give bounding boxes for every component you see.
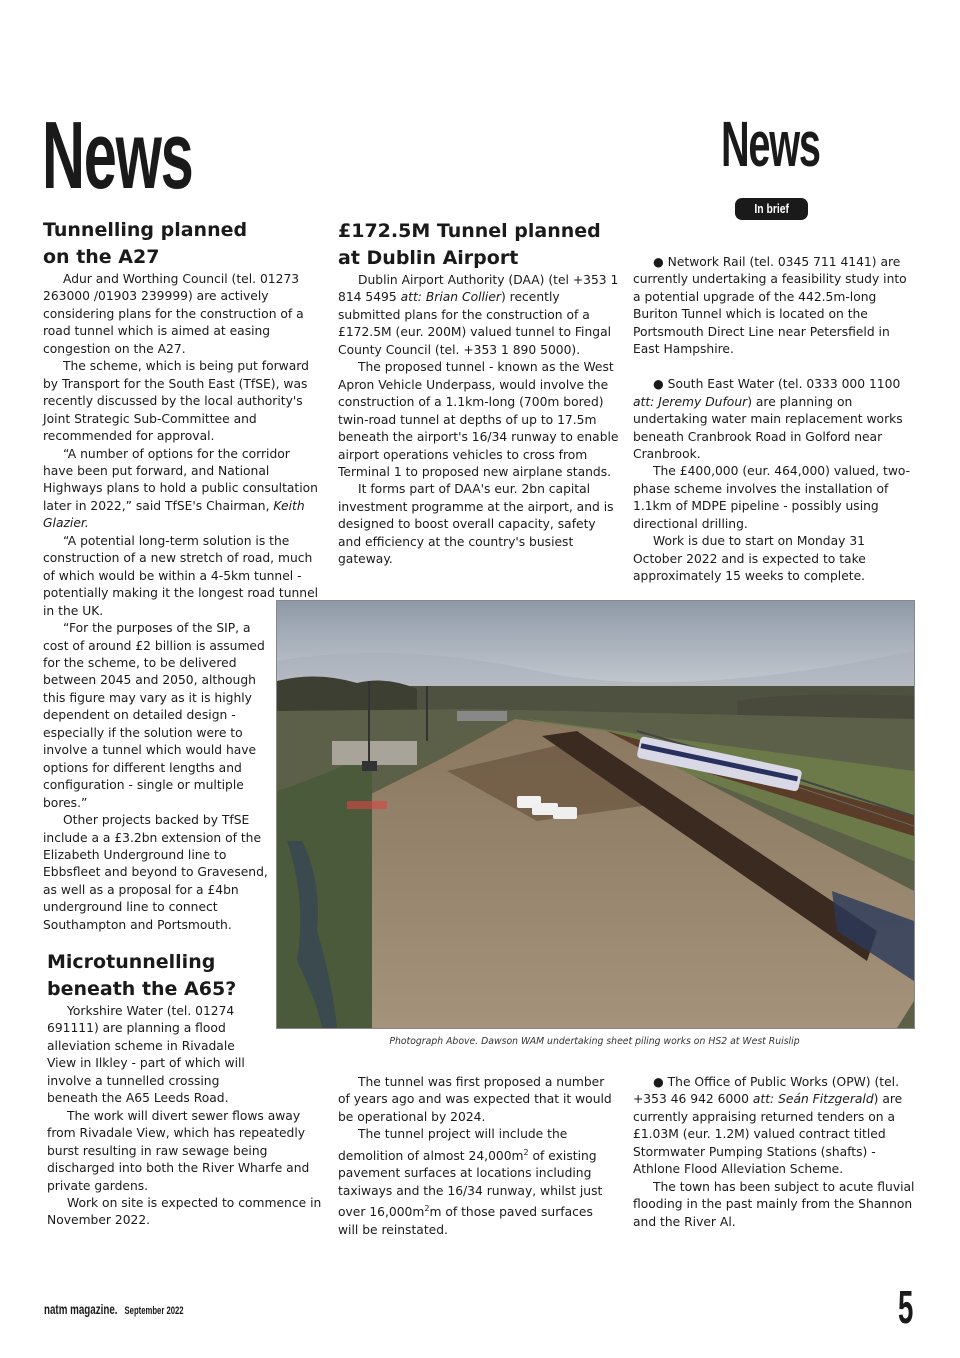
paragraph: It forms part of DAA's eur. 2bn capital investment programme at the airport, and is designed to boost overall capacity, safety and efficiency at the country's busiest gateway. (338, 482, 614, 567)
news-in-brief-top (633, 254, 915, 586)
in-brief-label: In brief (754, 201, 789, 216)
paragraph: The town has been subject to acute fluvial flooding in the past mainly from the Shannon and the River Al. (633, 1179, 915, 1229)
text: ) are currently appraising returned tenders on a £1.03M (eur. 1.2M) valued contract titled Stormwater Pumping Stations (shafts) - Athlone Flood Alleviation Scheme. (633, 1092, 903, 1177)
masthead-news: News (42, 102, 193, 209)
text: m of those paved surfaces will be reinstated. (338, 1205, 593, 1237)
superscript: 2 (424, 1204, 430, 1214)
article-dublin-continued (338, 1074, 616, 1239)
paragraph (43, 446, 323, 533)
paragraph: The proposed tunnel - known as the West Apron Vehicle Underpass, would involve the construction of a 1.1km-long (700m bored) twin-road tunnel at depths of up to 17.5m beneath the airport's 16/34 runway to enable airport operations vehicles to cross from Terminal 1 to proposed new airplane stands. (338, 360, 619, 479)
text: Dublin Airport Authority (DAA) (tel +353 1 814 5495 (338, 273, 619, 305)
news-in-brief-bottom (633, 1074, 915, 1231)
issue-date: September 2022 (124, 1305, 184, 1317)
article-a27-body-narrow (43, 620, 271, 934)
construction-site-photo (276, 600, 915, 1029)
article-dublin-body (338, 272, 620, 569)
headline-line-2: at Dublin Airport (338, 247, 519, 269)
headline-line-2: on the A27 (43, 246, 160, 268)
paragraph: Other projects backed by TfSE include a a £3.2bn extension of the Elizabeth Underground line to Ebbsfleet and beyond to Gravesend, as well as a proposal for a £4bn underground line to connect Southampton and Portsmouth. (43, 813, 268, 932)
footer-magazine (44, 1301, 184, 1317)
quote-text: “A number of options for the corridor have been put forward, and National Highways plans to hold a public consultation later in 2022,” said TfSE's Chairman, (43, 446, 318, 513)
paragraph: Work is due to start on Monday 31 October 2022 and is expected to take approximately 15 weeks to complete. (633, 534, 866, 584)
contact-name: att: Jeremy Dufour (633, 394, 748, 409)
in-brief-badge (735, 198, 808, 220)
paragraph (338, 1126, 616, 1239)
headline-line-1: £172.5M Tunnel planned (338, 220, 601, 242)
paragraph: The tunnel was first proposed a number of years ago and was expected that it would be operational by 2024. (338, 1075, 612, 1124)
masthead-news-brief: News (721, 108, 820, 180)
article-a27-body (43, 271, 323, 620)
brief-opw (633, 1074, 915, 1179)
contact-name: att: Brian Collier (400, 290, 501, 305)
text: of existing pavement surfaces at locations including taxiways and the 16/34 runway, whilst just over 16,000m (338, 1148, 603, 1220)
paragraph: Work on site is expected to commence in November 2022. (47, 1195, 322, 1228)
headline-line-2: beneath the A65? (47, 978, 237, 1000)
headline-line-1: Tunnelling planned (43, 219, 248, 241)
paragraph: “For the purposes of the SIP, a cost of around £2 billion is assumed for the scheme, to be delivered between 2045 and 2050, although this figure may vary as it is highly dependent on detailed design - especially if the solution were to involve a tunnel which would have options for different lengths and configuration - single or multiple bores.” (43, 621, 265, 810)
magazine-name: natm magazine. (44, 1301, 118, 1317)
quote-attribution: Keith Glazier. (43, 498, 305, 531)
paragraph: Adur and Worthing Council (tel. 01273 263000 /01903 239999) are actively considering plans for the construction of a road tunnel which is aimed at easing congestion on the A27. (43, 272, 304, 356)
paragraph: Yorkshire Water (tel. 01274 691111) are planning a flood alleviation scheme in Rivadale View in Ilkley - part of which will involve a tunnelled crossing beneath the A65 Leeds Road. (47, 1004, 245, 1106)
text: ) are planning on undertaking water main replacement works beneath Cranbrook Road in Golford near Cranbrook. (633, 394, 903, 461)
paragraph: The £400,000 (eur. 464,000) valued, two-phase scheme involves the installation of 1.1km of MDPE pipeline - possibly using directional drilling. (633, 464, 911, 531)
headline-line-1: Microtunnelling (47, 951, 216, 973)
brief-network-rail: ● Network Rail (tel. 0345 711 4141) are currently undertaking a feasibility study into a potential upgrade of the 442.5m-long Buriton Tunnel which is located on the Portsmouth Direct Line near Petersfield in East Hampshire. (633, 255, 907, 357)
text: The tunnel project will include the demolition of almost 24,000m (338, 1127, 568, 1163)
article-dublin-headline (338, 218, 620, 272)
text: ) recently submitted plans for the construction of a £172.5M (eur. 200M) valued tunnel to Fingal County Council (tel. +353 1 890 5000). (338, 290, 612, 357)
text: ● The Office of Public Works (OPW) (tel. +353 46 942 6000 (633, 1075, 900, 1107)
article-a27-headline (43, 217, 323, 271)
text: ● South East Water (tel. 0333 000 1100 (653, 377, 901, 392)
brief-south-east-water (633, 376, 915, 463)
page-number: 5 (898, 1281, 914, 1333)
paragraph (338, 272, 620, 359)
paragraph: The work will divert sewer flows away from Rivadale View, which has repeatedly burst resulting in raw sewage being discharged into both the River Wharfe and private gardens. (47, 1108, 310, 1193)
photo-illustration (277, 601, 914, 1028)
article-dublin (338, 218, 620, 569)
paragraph: The scheme, which is being put forward by Transport for the South East (TfSE), was recently discussed by the local authority's Joint Strategic Sub-Committee and recommended for approval. (43, 359, 309, 444)
contact-name: att: Seán Fitzgerald (752, 1092, 874, 1107)
superscript: 2 (523, 1147, 529, 1157)
photo-caption: Photograph Above. Dawson WAM undertaking sheet piling works on HS2 at West Ruislip (389, 1036, 800, 1047)
paragraph: “A potential long-term solution is the construction of a new stretch of road, much of which would be within a 4-5km tunnel - potentially making it the longest road tunnel in the UK. (43, 533, 319, 618)
